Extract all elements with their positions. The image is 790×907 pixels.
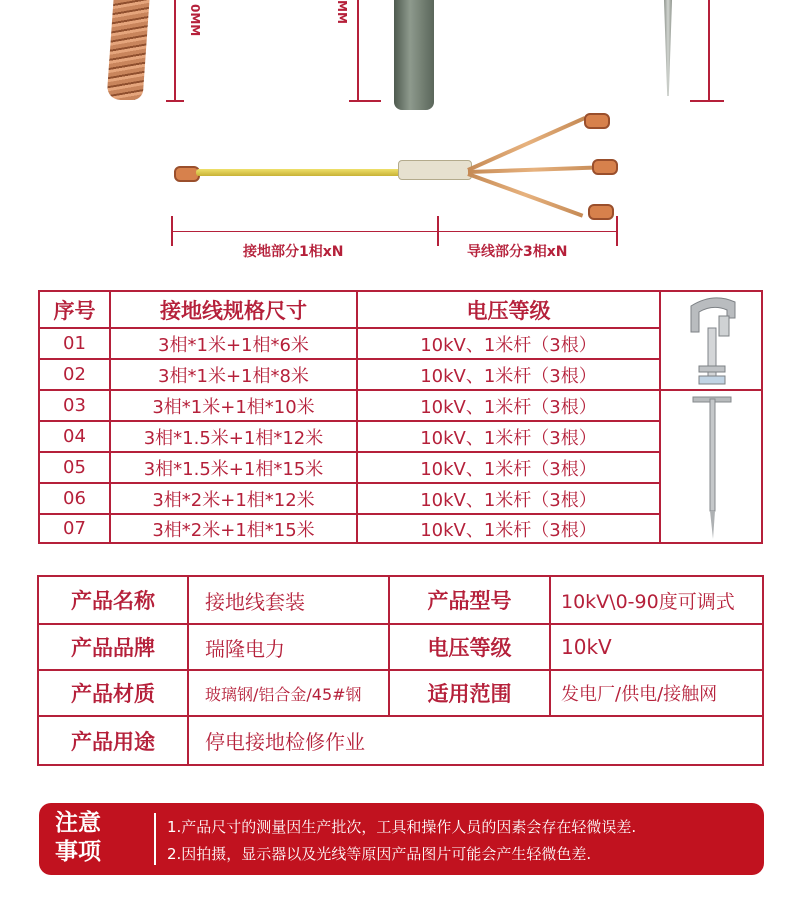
product-brand-label: 产品品牌 xyxy=(71,636,155,660)
notice-line-2: 2.因拍摄，显示器以及光线等原因产品图片可能会产生轻微色差. xyxy=(167,845,592,863)
row-voltage: 10kV、1米杆（3根） xyxy=(358,360,661,389)
phase-lead-3 xyxy=(467,172,583,217)
dimension-tick xyxy=(166,100,184,102)
row-voltage: 10kV、1米杆（3根） xyxy=(358,391,661,420)
row-no: 01 xyxy=(40,329,111,358)
notice-box xyxy=(39,803,764,875)
notice-title-line-1: 注意 xyxy=(55,810,101,836)
row-spec: 3相*1米+1相*6米 xyxy=(111,329,358,358)
row-voltage: 10kV、1米杆（3根） xyxy=(358,515,661,542)
row-no: 06 xyxy=(40,484,111,513)
ground-spike-tip-image xyxy=(664,0,672,96)
ground-lead xyxy=(196,169,404,176)
row-voltage: 10kV、1米杆（3根） xyxy=(358,453,661,482)
row-voltage: 10kV、1米杆（3根） xyxy=(358,484,661,513)
voltage-level-value: 10kV xyxy=(561,635,612,659)
ground-section-label: 接地部分1相xN xyxy=(243,244,344,260)
dimension-label-2: MM xyxy=(335,0,349,24)
row-no: 02 xyxy=(40,360,111,389)
product-material-label: 产品材质 xyxy=(71,682,155,706)
conductor-section-label: 导线部分3相xN xyxy=(467,244,568,260)
cable-lug xyxy=(584,113,610,129)
product-info-table xyxy=(37,575,764,766)
spec-table xyxy=(38,290,763,544)
spike-image-cell xyxy=(661,391,763,542)
dimension-tick xyxy=(690,100,724,102)
span-tick xyxy=(616,216,618,246)
product-model-value: 10kV\0-90度可调式 xyxy=(561,590,735,613)
dimension-tick xyxy=(349,100,381,102)
scope-label: 适用范围 xyxy=(427,682,512,706)
clamp-image-cell xyxy=(661,292,763,391)
row-spec: 3相*1.5米+1相*15米 xyxy=(111,453,358,482)
row-spec: 3相*2米+1相*15米 xyxy=(111,515,358,542)
cable-lug xyxy=(592,159,618,175)
dimension-label-1: 0MM xyxy=(188,4,202,37)
insulated-rod-image xyxy=(394,0,434,110)
product-brand-value: 瑞隆电力 xyxy=(205,636,285,661)
notice-line-1: 1.产品尺寸的测量因生产批次，工具和操作人员的因素会存在轻微误差. xyxy=(167,818,637,836)
product-usage-label: 产品用途 xyxy=(71,729,155,754)
header-spec: 接地线规格尺寸 xyxy=(111,292,358,327)
scope-value: 发电厂/供电/接触网 xyxy=(561,684,718,705)
notice-divider xyxy=(154,813,156,865)
table-row xyxy=(40,391,661,422)
span-tick xyxy=(437,216,439,246)
row-no: 05 xyxy=(40,453,111,482)
phase-lead-1 xyxy=(467,116,586,172)
row-no: 03 xyxy=(40,391,111,420)
voltage-level-label: 电压等级 xyxy=(427,636,512,660)
header-no: 序号 xyxy=(40,292,111,327)
product-material-value: 玻璃钢/铝合金/45#钢 xyxy=(205,684,362,704)
row-voltage: 10kV、1米杆（3根） xyxy=(358,422,661,451)
row-spec: 3相*2米+1相*12米 xyxy=(111,484,358,513)
row-spec: 3相*1米+1相*8米 xyxy=(111,360,358,389)
dimension-line xyxy=(708,0,710,102)
notice-title-line-2: 事项 xyxy=(55,839,101,865)
phase-lead-2 xyxy=(468,165,600,174)
table-row xyxy=(40,484,661,515)
table-row xyxy=(40,422,661,453)
dimension-line xyxy=(357,0,359,102)
row-no: 04 xyxy=(40,422,111,451)
row-spec: 3相*1.5米+1相*12米 xyxy=(111,422,358,451)
ground-spike-image xyxy=(661,391,761,541)
span-tick xyxy=(171,216,173,246)
row-no: 07 xyxy=(40,515,111,542)
product-name-label: 产品名称 xyxy=(71,589,155,613)
notice-title xyxy=(52,809,104,867)
row-voltage: 10kV、1米杆（3根） xyxy=(358,329,661,358)
copper-coil-image xyxy=(107,0,150,100)
table-row xyxy=(40,329,661,360)
span-line xyxy=(172,231,618,232)
product-model-label: 产品型号 xyxy=(427,589,512,613)
table-row xyxy=(40,515,661,542)
table-row xyxy=(40,360,661,391)
row-spec: 3相*1米+1相*10米 xyxy=(111,391,358,420)
dimension-line xyxy=(174,0,176,102)
product-name-value: 接地线套装 xyxy=(205,589,305,614)
header-voltage: 电压等级 xyxy=(358,292,661,327)
clamp-image xyxy=(661,292,761,388)
product-usage-value: 停电接地检修作业 xyxy=(205,730,365,754)
table-row xyxy=(40,453,661,484)
cable-junction xyxy=(398,160,472,180)
cable-lug xyxy=(588,204,614,220)
table-header-row xyxy=(40,292,661,329)
